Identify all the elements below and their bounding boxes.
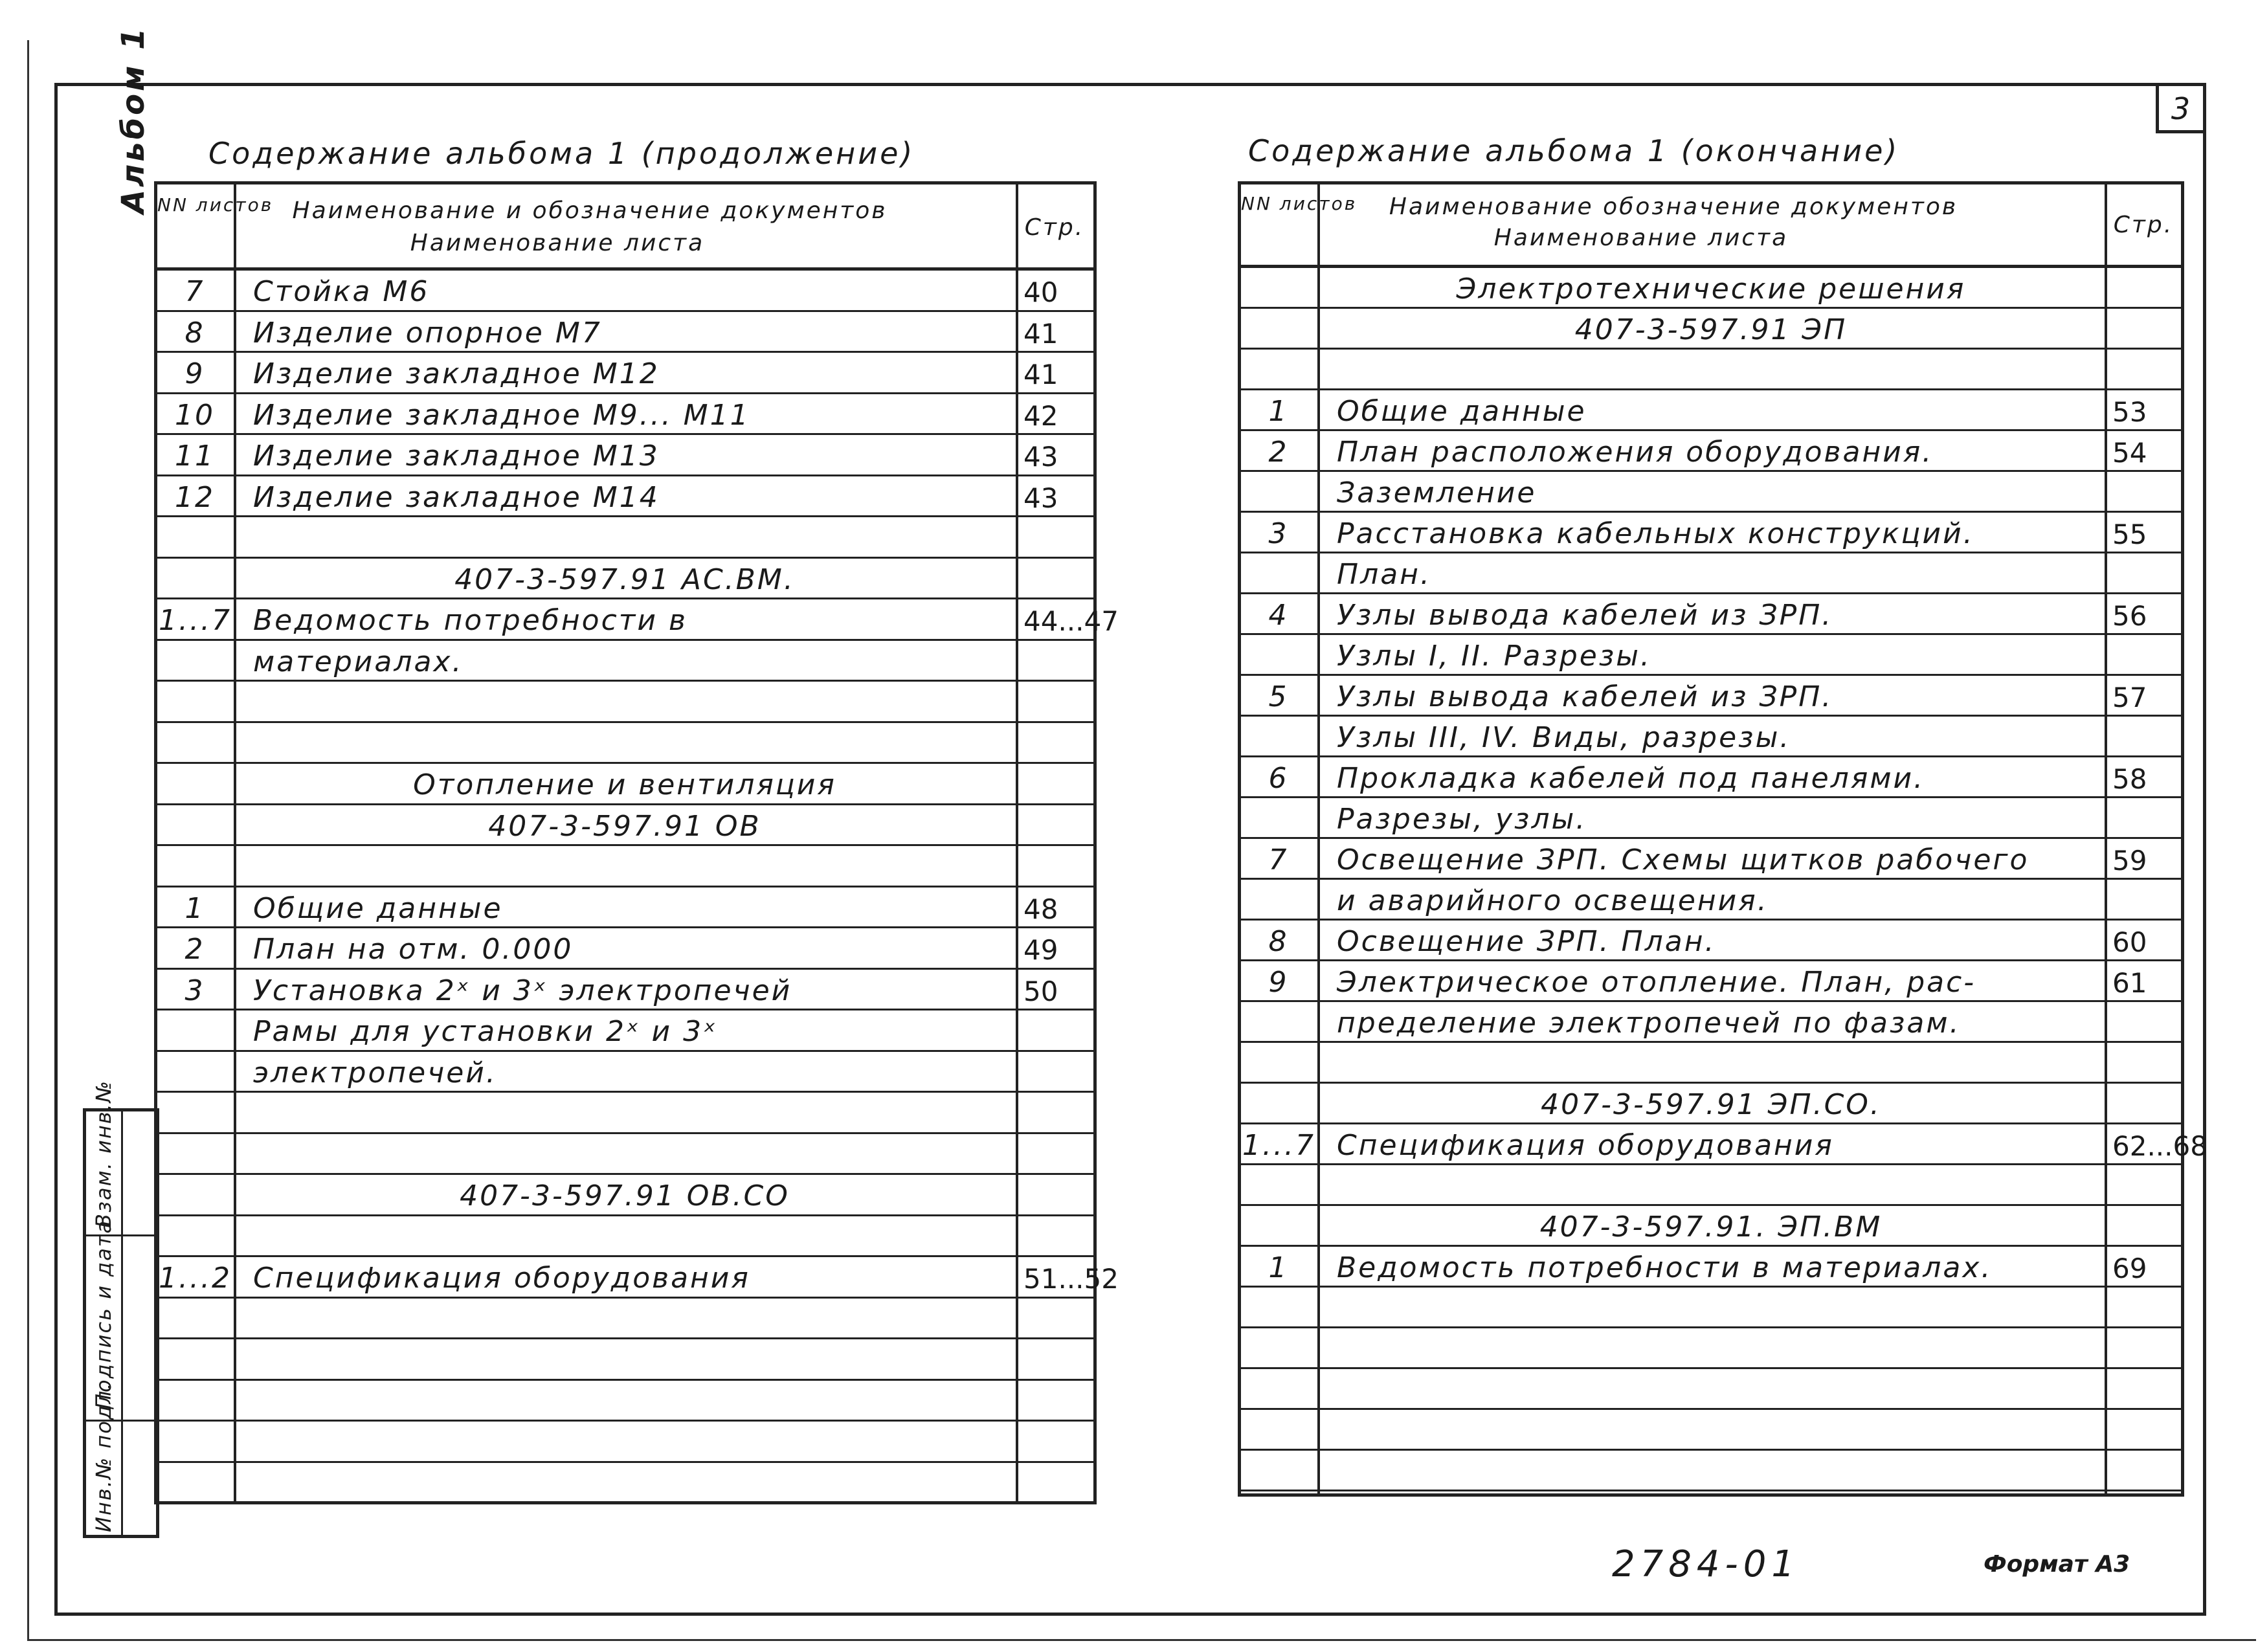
row-title: Спецификация оборудования (1337, 1129, 1834, 1162)
row-sheet-number: 5 (1268, 680, 1289, 713)
row-divider (157, 1214, 1093, 1216)
row-divider (1241, 1163, 2181, 1165)
row-title: План. (1337, 558, 1431, 591)
row-divider (157, 721, 1093, 723)
row-page: 43 (1023, 482, 1058, 514)
row-title: Освещение ЗРП. План. (1337, 925, 1716, 958)
row-page: 61 (2112, 967, 2147, 999)
row-page: 59 (2112, 845, 2147, 876)
row-sheet-number: 2 (184, 933, 205, 966)
left-header-nn: NN листов (157, 194, 274, 216)
row-divider (1241, 1367, 2181, 1369)
row-divider (1241, 674, 2181, 676)
row-divider (1241, 633, 2181, 635)
row-title: Электрическое отопление. План, рас- (1337, 966, 1976, 999)
row-title: 407-3-597.91 ЭП.СО. (1541, 1088, 1881, 1121)
right-col-divider-2 (2105, 184, 2107, 1493)
row-sheet-number: 2 (1268, 436, 1289, 469)
row-divider (157, 968, 1093, 970)
left-header-divider (157, 267, 1093, 271)
row-title: Стойка М6 (253, 275, 430, 308)
row-divider (1241, 837, 2181, 839)
row-title: Общие данные (253, 891, 503, 925)
stamp-label-replace: Взам. инв.№ (91, 1079, 116, 1228)
row-divider (1241, 755, 2181, 757)
row-title: Заземление (1337, 476, 1537, 509)
right-header-page: Стр. (2113, 212, 2174, 238)
row-title: Разрезы, узлы. (1337, 803, 1587, 836)
row-title: Спецификация оборудования (253, 1262, 750, 1295)
row-divider (1241, 307, 2181, 309)
row-sheet-number: 3 (184, 974, 205, 1007)
row-title: 407-3-597.91 ОВ.СО (460, 1179, 790, 1212)
left-col-divider-2 (1016, 184, 1018, 1501)
row-page: 43 (1023, 441, 1058, 473)
stamp-col-divider (121, 1111, 123, 1535)
row-divider (1241, 1041, 2181, 1043)
row-divider (1241, 592, 2181, 594)
row-sheet-number: 9 (184, 357, 205, 390)
row-page: 58 (2112, 763, 2147, 795)
right-header-name2: Наименование листа (1493, 225, 1789, 251)
row-divider (157, 1173, 1093, 1175)
row-page: 49 (1023, 934, 1058, 966)
row-divider (157, 433, 1093, 435)
row-divider (1241, 1449, 2181, 1451)
row-title: Расстановка кабельных конструкций. (1337, 517, 1974, 550)
row-title: 407-3-597.91. ЭП.ВМ (1539, 1211, 1883, 1244)
row-sheet-number: 9 (1268, 966, 1289, 999)
row-divider (157, 597, 1093, 599)
right-header-nn: NN листов (1241, 193, 1358, 214)
row-sheet-number: 6 (1268, 762, 1289, 795)
row-page: 50 (1023, 975, 1058, 1007)
row-divider (157, 844, 1093, 846)
row-divider (1241, 1000, 2181, 1002)
row-divider (1241, 1082, 2181, 1084)
row-sheet-number: 3 (1268, 517, 1289, 550)
left-header-page: Стр. (1024, 214, 1085, 241)
row-divider (157, 1379, 1093, 1381)
row-divider (157, 515, 1093, 517)
row-divider (157, 803, 1093, 805)
row-sheet-number: 10 (175, 398, 215, 432)
stamp-label-inv: Инв.№ подл. (91, 1381, 116, 1532)
left-table-title: Содержание альбома 1 (продолжение) (208, 136, 915, 171)
row-page: 41 (1023, 359, 1058, 390)
row-divider (157, 1502, 1093, 1504)
row-divider (157, 762, 1093, 764)
row-divider (1241, 1245, 2181, 1247)
row-divider (157, 351, 1093, 353)
row-title: 407-3-597.91 ОВ (488, 809, 761, 843)
row-title: Ведомость потребности в материалах. (1337, 1251, 1993, 1284)
row-title: Установка 2ˣ и 3ˣ электропечей (253, 974, 792, 1007)
row-divider (157, 1461, 1093, 1463)
row-title: Общие данные (1337, 395, 1587, 428)
row-sheet-number: 1...7 (159, 604, 232, 637)
row-divider (157, 1420, 1093, 1422)
row-title: Узлы вывода кабелей из ЗРП. (1337, 599, 1833, 632)
row-divider (1241, 878, 2181, 880)
right-header-divider (1241, 265, 2181, 268)
row-page: 69 (2112, 1253, 2147, 1284)
row-title: Освещение ЗРП. Схемы щитков рабочего (1337, 843, 2029, 876)
row-title: Узлы вывода кабелей из ЗРП. (1337, 680, 1833, 713)
row-sheet-number: 11 (175, 440, 215, 473)
row-divider (1241, 511, 2181, 513)
row-divider (1241, 1122, 2181, 1124)
right-contents-table (1238, 181, 2208, 1497)
row-divider (1241, 959, 2181, 961)
row-divider (1241, 919, 2181, 921)
row-divider (1241, 348, 2181, 350)
row-sheet-number: 7 (184, 275, 205, 308)
row-divider (157, 886, 1093, 887)
row-page: 55 (2112, 519, 2147, 550)
row-title: пределение электропечей по фазам. (1337, 1007, 1961, 1040)
row-title: Изделие закладное М9... М11 (253, 398, 750, 432)
row-page: 44...47 (1023, 605, 1119, 637)
row-sheet-number: 1...2 (159, 1262, 232, 1295)
row-title: Изделие закладное М14 (253, 480, 660, 514)
row-sheet-number: 12 (175, 480, 215, 514)
left-header-name2: Наименование листа (410, 230, 705, 256)
row-title: Узлы I, II. Разрезы. (1337, 640, 1651, 673)
row-divider (157, 1091, 1093, 1093)
row-page: 62...68 (2112, 1130, 2208, 1162)
stamp-label-sign: Подпись и дата (91, 1219, 116, 1409)
row-title: Прокладка кабелей под панелями. (1337, 762, 1925, 795)
row-sheet-number: 8 (1268, 925, 1289, 958)
row-divider (1241, 1326, 2181, 1328)
row-page: 57 (2112, 682, 2147, 713)
left-header-name1: Наименование и обозначение документов (292, 197, 888, 224)
row-sheet-number: 4 (1268, 599, 1289, 632)
row-divider (157, 639, 1093, 641)
row-divider (1241, 552, 2181, 553)
row-divider (157, 1132, 1093, 1134)
row-title: План на отм. 0.000 (253, 933, 574, 966)
row-title: Отопление и вентиляция (413, 768, 836, 801)
row-divider (157, 926, 1093, 928)
row-divider (157, 557, 1093, 559)
row-title: материалах. (253, 645, 464, 678)
row-divider (157, 1255, 1093, 1257)
row-title: План расположения оборудования. (1337, 436, 1934, 469)
row-divider (157, 1050, 1093, 1052)
row-divider (157, 474, 1093, 476)
row-divider (1241, 1408, 2181, 1410)
row-divider (157, 680, 1093, 682)
row-title: Изделие закладное М12 (253, 357, 660, 390)
row-divider (157, 1009, 1093, 1010)
format-label: Формат А3 (1984, 1551, 2130, 1578)
row-title: 407-3-597.91 АС.ВМ. (454, 563, 795, 596)
sheet-number: 3 (2156, 84, 2205, 133)
row-page: 51...52 (1023, 1263, 1119, 1295)
row-divider (1241, 470, 2181, 472)
row-divider (1241, 388, 2181, 390)
row-divider (1241, 1490, 2181, 1491)
row-divider (157, 1297, 1093, 1299)
row-sheet-number: 7 (1268, 843, 1289, 876)
row-divider (1241, 429, 2181, 431)
row-divider (1241, 796, 2181, 798)
left-contents-table (154, 181, 1119, 1504)
row-divider (157, 1337, 1093, 1339)
row-title: Электротехнические решения (1456, 273, 1966, 306)
document-code: 2784-01 (1612, 1543, 1800, 1585)
row-title: Рамы для установки 2ˣ и 3ˣ (253, 1015, 718, 1048)
right-col-divider-1 (1317, 184, 1320, 1493)
row-divider (157, 310, 1093, 312)
row-sheet-number: 1 (1268, 395, 1289, 428)
row-title: электропечей. (253, 1056, 497, 1089)
row-sheet-number: 1 (184, 891, 205, 925)
right-header-name1: Наименование обозначение документов (1389, 194, 1958, 220)
row-title: Узлы III, IV. Виды, разрезы. (1337, 721, 1791, 754)
row-page: 48 (1023, 893, 1058, 925)
row-title: Изделие опорное М7 (253, 316, 602, 350)
row-sheet-number: 1 (1268, 1251, 1289, 1284)
row-divider (1241, 1204, 2181, 1206)
row-page: 42 (1023, 399, 1058, 432)
side-album-label: Альбом 1 (115, 25, 151, 214)
row-sheet-number: 1...7 (1242, 1129, 1315, 1162)
row-sheet-number: 8 (184, 316, 205, 350)
left-col-divider-1 (234, 184, 236, 1501)
row-title: Изделие закладное М13 (253, 440, 660, 473)
row-title: 407-3-597.91 ЭП (1574, 313, 1848, 346)
row-title: Ведомость потребности в (253, 604, 687, 637)
row-page: 53 (2112, 396, 2147, 428)
row-page: 56 (2112, 600, 2147, 632)
right-table-title: Содержание альбома 1 (окончание) (1248, 133, 1900, 168)
row-page: 54 (2112, 437, 2147, 469)
row-divider (1241, 715, 2181, 717)
row-page: 40 (1023, 276, 1058, 308)
row-page: 60 (2112, 926, 2147, 958)
approval-stamp (83, 1079, 159, 1538)
row-divider (1241, 1286, 2181, 1288)
row-title: и аварийного освещения. (1337, 884, 1769, 917)
row-page: 41 (1023, 317, 1058, 350)
row-divider (157, 392, 1093, 394)
